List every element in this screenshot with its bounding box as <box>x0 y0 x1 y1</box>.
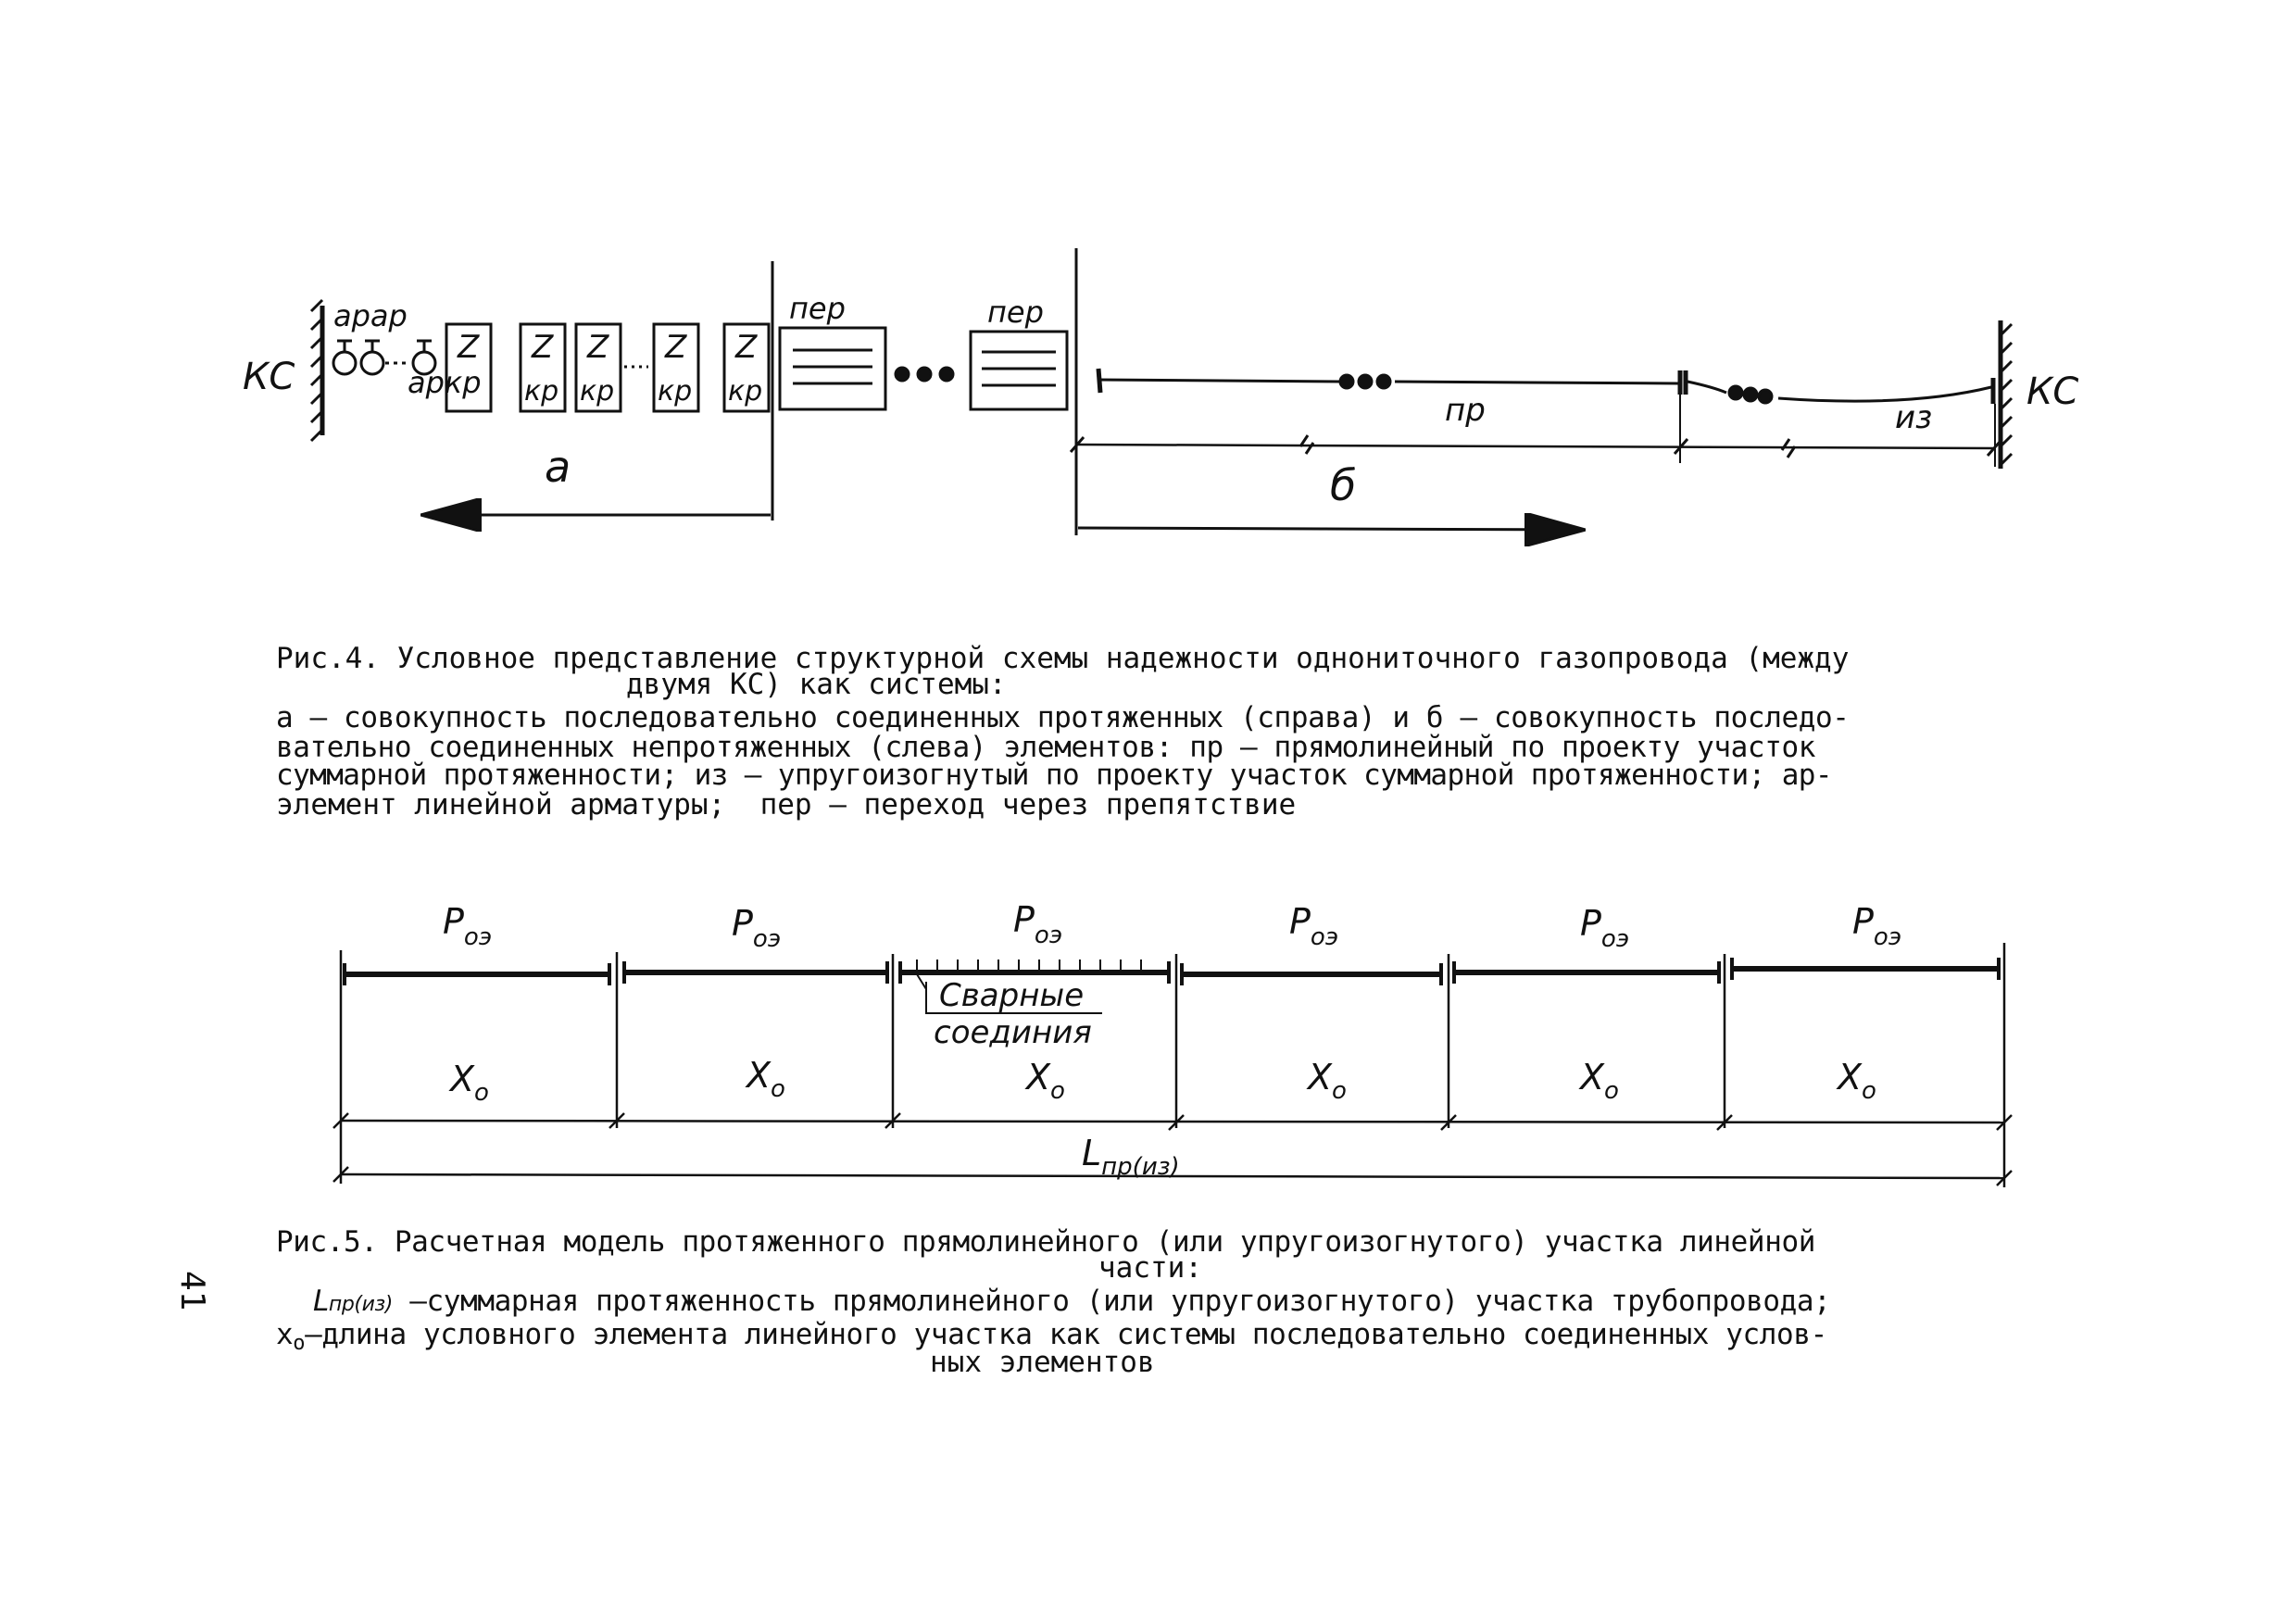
z-label: Z <box>665 329 687 366</box>
fig4-caption-line3: а – совокупность последовательно соединенных протяженных (справа) и б – совокупность последо- <box>276 701 1850 734</box>
p-label-5: $P_{оэ}$ <box>1580 903 1630 953</box>
p-label-3: $P_{оэ}$ <box>1013 899 1063 949</box>
fig5-caption-line5: ных элементов <box>930 1346 1155 1379</box>
z-block-5 <box>724 324 769 411</box>
boundary-lines <box>341 943 2004 1187</box>
fig4-caption-line1: Рис.4. Условное представление структурной схемы надежности однониточного газопровода (между <box>276 642 1850 675</box>
p-label-6: $P_{оэ}$ <box>1852 901 1902 951</box>
kr-label: кр <box>658 375 693 408</box>
kr-label: кр <box>524 375 559 408</box>
figure-5 <box>333 899 2012 1187</box>
kr-label: кр <box>728 375 763 408</box>
x-label-2: $X_o$ <box>747 1055 785 1103</box>
x-label-1: $X_o$ <box>450 1059 489 1107</box>
per-label: пер <box>789 291 846 326</box>
arkr-label: аркр <box>408 365 482 400</box>
per-label: пер <box>987 295 1044 330</box>
curved-pipe <box>1686 370 1993 404</box>
l-subscript: пр(из) <box>328 1293 393 1316</box>
arrow-b <box>1078 528 1580 530</box>
fig5-caption-line1: Рис.5. Расчетная модель протяженного прямолинейного (или упругоизогнутого) участка линейной <box>276 1225 1815 1259</box>
figure-4 <box>243 248 2078 535</box>
fig4-caption-line4: вательно соединенных непротяженных (слева) элементов: пр – прямолинейный по проекту участок <box>276 731 1815 764</box>
total-length-label: $L_{пр(из)}$ <box>1082 1133 1180 1181</box>
x-subscript: о <box>293 1332 306 1355</box>
fig5-caption-line2: части: <box>1098 1251 1202 1285</box>
z-block-4 <box>654 324 698 411</box>
l-description: –суммарная протяженность прямолинейного (или упругоизогнутого) участка трубопровода; <box>393 1285 1831 1318</box>
p-label-4: $P_{оэ}$ <box>1289 901 1339 951</box>
z-label: Z <box>587 329 609 366</box>
pr-label: пр <box>1445 392 1486 429</box>
x-label-4: $X_o$ <box>1308 1057 1347 1105</box>
z-block-3 <box>576 324 621 411</box>
label-a: а <box>545 442 571 492</box>
weld-label-line2: соединия <box>934 1014 1092 1051</box>
z-block-2 <box>521 324 565 411</box>
element-dimension-line <box>333 1113 2012 1130</box>
z-label: Z <box>458 329 480 366</box>
p-label-1: $P_{оэ}$ <box>443 901 493 951</box>
x-label-3: $X_o$ <box>1026 1057 1065 1105</box>
x-labels <box>448 1055 1876 1107</box>
left-wall <box>311 300 322 441</box>
kr-label: кр <box>580 375 615 408</box>
ks-right-label: КС <box>2026 370 2079 413</box>
fig4-caption-line2: двумя КС) как системы: <box>626 668 1007 701</box>
per-block-1 <box>780 291 885 409</box>
x-label-6: $X_o$ <box>1838 1057 1876 1105</box>
right-wall <box>2001 320 2012 469</box>
label-b: б <box>1330 460 1357 510</box>
fig4-caption-line6: элемент линейной арматуры; пер – переход через препятствие <box>276 788 1297 822</box>
length-dimension-line <box>1071 395 2001 467</box>
z-label: Z <box>532 329 554 366</box>
weld-label-line1: Сварные <box>939 977 1085 1014</box>
element-bars <box>345 969 1999 974</box>
per-dots <box>896 368 953 381</box>
fig5-caption-line3 <box>313 1287 1830 1319</box>
page-number: 41 <box>173 1271 211 1311</box>
per-block-2 <box>971 295 1067 409</box>
z-label: Z <box>735 329 758 366</box>
x-label-5: $X_o$ <box>1580 1057 1619 1105</box>
x-description: –длина условного элемента линейного участка как системы последовательно соединенных услов- <box>305 1318 1827 1351</box>
l-symbol: L <box>313 1285 329 1318</box>
ks-left-label: КС <box>243 356 295 398</box>
x-symbol: x <box>276 1318 294 1351</box>
p-label-2: $P_{оэ}$ <box>732 903 782 953</box>
arar-label: арар <box>333 298 408 333</box>
iz-label: из <box>1895 399 1933 436</box>
straight-pipe <box>1098 369 1680 395</box>
p-labels <box>443 899 1901 953</box>
fig4-caption-line5: суммарной протяженности; из – упругоизогнутый по проекту участок суммарной протяженности; ар- <box>276 759 1832 792</box>
